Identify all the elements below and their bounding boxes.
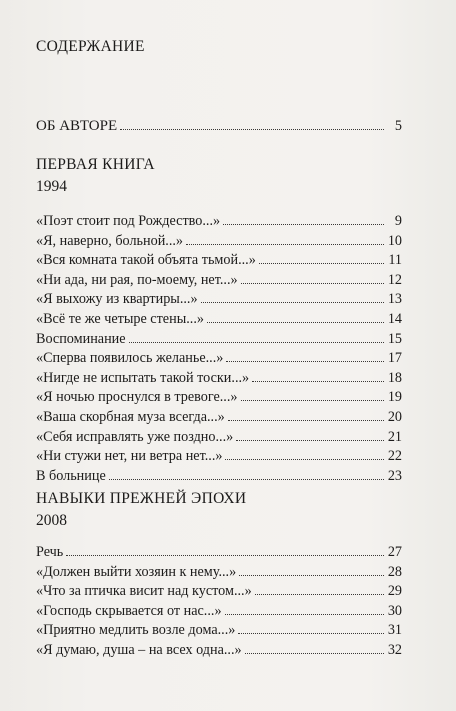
- page-number: 28: [387, 563, 402, 580]
- toc-entry[interactable]: [36, 620, 402, 640]
- toc-entry[interactable]: [36, 446, 402, 466]
- dot-leader: [259, 262, 384, 264]
- dot-leader: [226, 360, 383, 362]
- entry-title: «Я выхожу из квартиры...»: [36, 291, 198, 308]
- dot-leader: [223, 223, 384, 225]
- entry-title: «Всё те же четыре стены...»: [36, 311, 204, 327]
- dot-leader: [109, 478, 384, 480]
- page-number: 9: [394, 213, 402, 229]
- toc-entry[interactable]: [36, 309, 402, 329]
- dot-leader: [255, 593, 384, 595]
- dot-leader: [186, 243, 384, 245]
- page-number: 22: [387, 448, 402, 465]
- dot-leader: [225, 458, 383, 460]
- page-number: 13: [387, 291, 402, 308]
- entry-title: «Сперва появилось желанье...»: [36, 350, 224, 367]
- entry-title: «Ни ада, ни рая, по-моему, нет...»: [36, 271, 238, 288]
- toc-entry[interactable]: [36, 368, 402, 388]
- page-number: 21: [387, 428, 402, 445]
- dot-leader: [241, 282, 384, 284]
- dot-leader: [245, 652, 384, 654]
- toc-entry[interactable]: [36, 348, 402, 368]
- page-number: 32: [387, 642, 402, 658]
- dot-leader: [66, 554, 384, 556]
- toc-entry[interactable]: [36, 640, 402, 660]
- page-number: 27: [387, 544, 402, 560]
- entry-title: В больнице: [36, 467, 106, 484]
- entry-title: «Я ночью проснулся в тревоге...»: [36, 389, 238, 406]
- toc-entry[interactable]: [36, 542, 402, 562]
- toc-entry[interactable]: [36, 329, 402, 349]
- page-number: 17: [387, 350, 402, 367]
- dot-leader: [225, 613, 384, 615]
- entry-title: «Господь скрывается от нас...»: [36, 602, 222, 619]
- toc-entry[interactable]: [36, 289, 402, 309]
- dot-leader: [238, 632, 383, 634]
- page-number: 15: [387, 330, 402, 347]
- entry-title: «Нигде не испытать такой тоски...»: [36, 369, 250, 386]
- page-number: 19: [387, 389, 402, 406]
- dot-leader: [239, 574, 384, 576]
- entry-title: «Ваша скорбная муза всегда...»: [36, 409, 225, 425]
- page-number: 23: [387, 467, 402, 484]
- toc-entry[interactable]: [36, 466, 402, 486]
- page-number: 29: [387, 583, 402, 600]
- toc-entry[interactable]: [36, 601, 402, 621]
- page-number: 11: [388, 252, 402, 269]
- book2-year: 2008: [36, 512, 67, 529]
- page-number: 5: [394, 118, 402, 134]
- toc-entry[interactable]: [36, 562, 402, 582]
- dot-leader: [120, 128, 384, 130]
- dot-leader: [252, 380, 384, 382]
- dot-leader: [129, 341, 384, 343]
- dot-leader: [228, 419, 384, 421]
- entry-title: Речь: [36, 544, 64, 560]
- toc-entry[interactable]: [36, 581, 402, 601]
- page-number: 31: [387, 622, 402, 639]
- page-number: 10: [387, 232, 402, 249]
- toc-entry[interactable]: [36, 250, 402, 270]
- entry-title: ОБ АВТОРЕ: [36, 118, 118, 134]
- toc-entry[interactable]: [36, 387, 402, 407]
- entry-title: «Ни стужи нет, ни ветра нет...»: [36, 448, 223, 465]
- entry-title: «Вся комната такой объята тьмой...»: [36, 252, 256, 269]
- entry-title: «Поэт стоит под Рождество...»: [36, 213, 221, 229]
- toc-entry-about[interactable]: [36, 116, 402, 136]
- toc-title: СОДЕРЖАНИЕ: [36, 38, 145, 55]
- dot-leader: [236, 439, 384, 441]
- entry-title: «Себя исправлять уже поздно...»: [36, 428, 234, 445]
- book2-title: НАВЫКИ ПРЕЖНЕЙ ЭПОХИ: [36, 490, 247, 507]
- toc-entry[interactable]: [36, 231, 402, 251]
- toc-entry[interactable]: [36, 211, 402, 231]
- dot-leader: [207, 321, 384, 323]
- toc-entry[interactable]: [36, 270, 402, 290]
- book1-title: ПЕРВАЯ КНИГА: [36, 156, 155, 173]
- entry-title: «Должен выйти хозяин к нему...»: [36, 563, 237, 580]
- toc-entry[interactable]: [36, 427, 402, 447]
- entry-title: «Что за птичка висит над кустом...»: [36, 583, 252, 600]
- page-number: 12: [387, 271, 402, 288]
- entry-title: «Приятно медлить возле дома...»: [36, 622, 236, 639]
- page-number: 30: [387, 602, 402, 619]
- dot-leader: [201, 301, 384, 303]
- entry-title: Воспоминание: [36, 330, 126, 347]
- page-number: 20: [387, 409, 402, 425]
- entry-title: «Я, наверно, больной...»: [36, 232, 184, 249]
- page-number: 18: [387, 369, 402, 386]
- dot-leader: [241, 399, 384, 401]
- entry-title: «Я думаю, душа – на всех одна...»: [36, 642, 242, 658]
- book1-year: 1994: [36, 178, 67, 195]
- page-number: 14: [387, 311, 402, 327]
- toc-entry[interactable]: [36, 407, 402, 427]
